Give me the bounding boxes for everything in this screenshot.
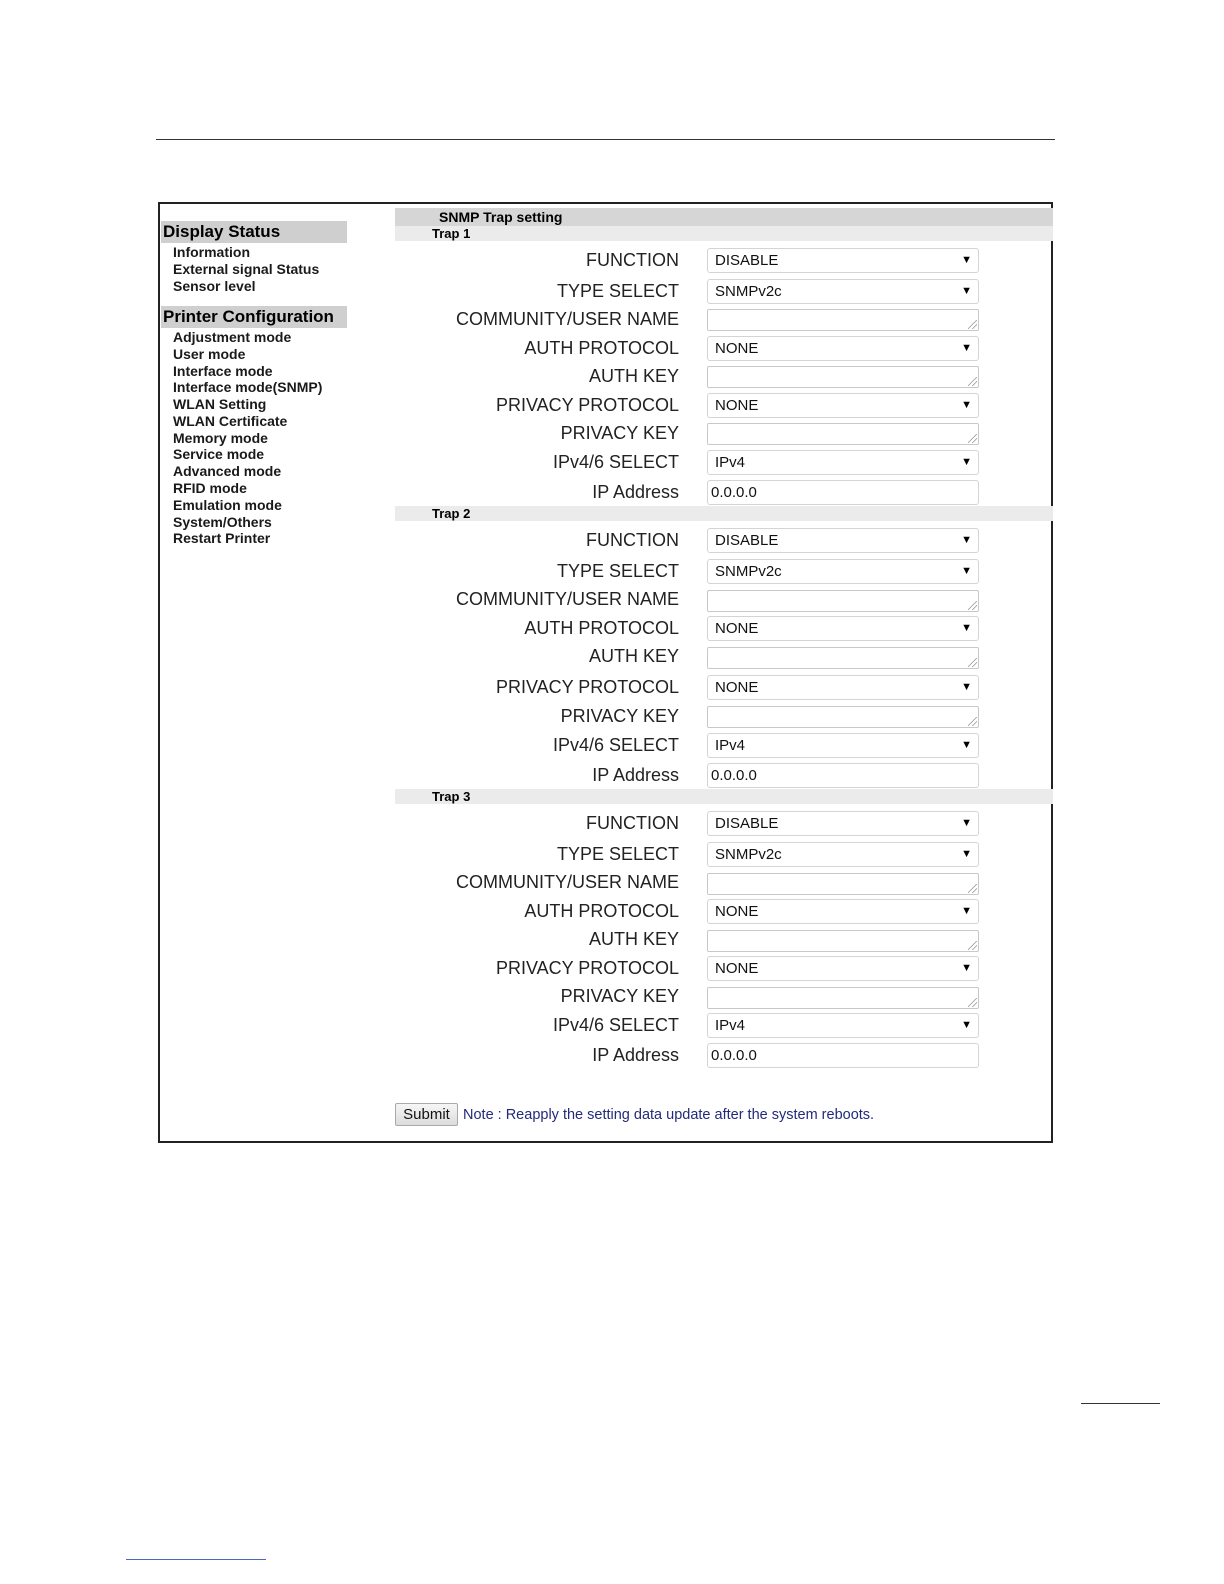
chevron-down-icon: ▼ (961, 681, 972, 693)
sidebar-item-rfid-mode[interactable]: RFID mode (173, 480, 247, 496)
page-number-rule (1081, 1403, 1160, 1404)
trap-2-privacy-protocol-select[interactable] (707, 675, 979, 700)
submit-button[interactable]: Submit (395, 1103, 458, 1126)
trap-1-privacy-key-label: PRIVACY KEY (560, 423, 679, 443)
trap-2-ip-address-input[interactable]: 0.0.0.0 (707, 763, 979, 788)
trap-1-ip-address-input[interactable]: 0.0.0.0 (707, 480, 979, 505)
trap-1-auth-protocol-label: AUTH PROTOCOL (524, 338, 679, 358)
trap-2-header (395, 506, 1053, 521)
trap-3-community-input[interactable] (707, 873, 979, 895)
chevron-down-icon: ▼ (961, 622, 972, 634)
chevron-down-icon: ▼ (961, 534, 972, 546)
chevron-down-icon: ▼ (961, 962, 972, 974)
sidebar-item-information[interactable]: Information (173, 244, 250, 260)
page-top-rule (156, 139, 1055, 140)
chevron-down-icon: ▼ (961, 1019, 972, 1031)
trap-1-auth-key-input[interactable] (707, 366, 979, 388)
chevron-down-icon: ▼ (961, 848, 972, 860)
trap-3-auth-key-input[interactable] (707, 930, 979, 952)
trap-3-ip-address-label: IP Address (592, 1045, 679, 1065)
sidebar-item-interface-mode[interactable]: Interface mode (173, 363, 273, 379)
chevron-down-icon: ▼ (961, 285, 972, 297)
trap-3-privacy-key-label: PRIVACY KEY (560, 986, 679, 1006)
trap-1-function-label: FUNCTION (586, 250, 679, 270)
chevron-down-icon: ▼ (961, 342, 972, 354)
trap-1-header (395, 226, 1053, 241)
trap-2-type-select-label: TYPE SELECT (556, 561, 679, 581)
trap-3-privacy-protocol-value: NONE (715, 960, 759, 977)
trap-2-privacy-key-input[interactable] (707, 706, 979, 728)
trap-2-privacy-protocol-value: NONE (715, 679, 759, 696)
trap-2-privacy-key-label: PRIVACY KEY (560, 706, 679, 726)
trap-1-auth-protocol-value: NONE (715, 340, 759, 357)
chevron-down-icon: ▼ (961, 565, 972, 577)
trap-3-title: Trap 3 (432, 789, 471, 804)
resize-grip-icon[interactable] (968, 320, 977, 329)
trap-2-auth-key-label: AUTH KEY (588, 646, 679, 666)
trap-2-community-label: COMMUNITY/USER NAME (455, 589, 679, 609)
trap-3-community-label: COMMUNITY/USER NAME (455, 872, 679, 892)
trap-2-function-label: FUNCTION (586, 530, 679, 550)
resize-grip-icon[interactable] (968, 601, 977, 610)
trap-3-auth-protocol-value: NONE (715, 903, 759, 920)
trap-2-community-input[interactable] (707, 590, 979, 612)
trap-3-privacy-protocol-label: PRIVACY PROTOCOL (495, 958, 679, 978)
trap-2-type-select[interactable] (707, 559, 979, 584)
chevron-down-icon: ▼ (961, 456, 972, 468)
trap-1-function-select[interactable] (707, 248, 979, 273)
resize-grip-icon[interactable] (968, 717, 977, 726)
resize-grip-icon[interactable] (968, 377, 977, 386)
trap-3-auth-protocol-label: AUTH PROTOCOL (524, 901, 679, 921)
trap-2-title: Trap 2 (432, 506, 471, 521)
trap-2-ip-select-value: IPv4 (715, 737, 746, 754)
resize-grip-icon[interactable] (968, 884, 977, 893)
trap-2-type-select-value: SNMPv2c (715, 563, 782, 580)
trap-3-privacy-protocol-select[interactable] (707, 956, 979, 981)
chevron-down-icon: ▼ (961, 399, 972, 411)
chevron-down-icon: ▼ (961, 739, 972, 751)
trap-3-auth-protocol-select[interactable] (707, 899, 979, 924)
trap-1-ip-select-label: IPv4/6 SELECT (552, 452, 679, 472)
trap-1-privacy-protocol-select[interactable] (707, 393, 979, 418)
trap-1-ip-address-label: IP Address (592, 482, 679, 502)
trap-2-ip-select-label: IPv4/6 SELECT (552, 735, 679, 755)
resize-grip-icon[interactable] (968, 658, 977, 667)
trap-3-ip-address-input[interactable]: 0.0.0.0 (707, 1043, 979, 1068)
sidebar-item-wlan-certificate[interactable]: WLAN Certificate (173, 413, 288, 429)
chevron-down-icon: ▼ (961, 254, 972, 266)
trap-3-ip-select[interactable] (707, 1013, 979, 1038)
trap-1-privacy-protocol-label: PRIVACY PROTOCOL (495, 395, 679, 415)
trap-2-function-value: DISABLE (715, 532, 779, 549)
screenshot-frame (158, 202, 1053, 1143)
chevron-down-icon: ▼ (961, 817, 972, 829)
trap-3-type-select[interactable] (707, 842, 979, 867)
sidebar-item-user-mode[interactable]: User mode (173, 346, 246, 362)
trap-2-function-select[interactable] (707, 528, 979, 553)
sidebar-item-restart-printer[interactable]: Restart Printer (173, 530, 271, 546)
trap-1-auth-key-label: AUTH KEY (588, 366, 679, 386)
trap-3-function-label: FUNCTION (586, 813, 679, 833)
trap-3-function-select[interactable] (707, 811, 979, 836)
sidebar-heading-display-status: Display Status (161, 221, 347, 243)
trap-1-type-select-value: SNMPv2c (715, 283, 782, 300)
sidebar-item-external-signal-status[interactable]: External signal Status (173, 261, 320, 277)
resize-grip-icon[interactable] (968, 434, 977, 443)
trap-1-title: Trap 1 (432, 226, 471, 241)
sidebar-item-system-others[interactable]: System/Others (173, 514, 272, 530)
trap-1-type-select-label: TYPE SELECT (556, 281, 679, 301)
sidebar-item-memory-mode[interactable]: Memory mode (173, 430, 268, 446)
trap-1-ip-select-value: IPv4 (715, 454, 746, 471)
trap-2-ip-select[interactable] (707, 733, 979, 758)
trap-1-privacy-protocol-value: NONE (715, 397, 759, 414)
reboot-note: Note : Reapply the setting data update after the system reboots. (463, 1107, 875, 1123)
sidebar-item-wlan-setting[interactable]: WLAN Setting (173, 396, 267, 412)
trap-3-ip-select-value: IPv4 (715, 1017, 746, 1034)
sidebar-item-interface-mode-snmp[interactable]: Interface mode(SNMP) (173, 379, 323, 395)
resize-grip-icon[interactable] (968, 998, 977, 1007)
trap-2-auth-key-input[interactable] (707, 647, 979, 669)
trap-3-type-select-value: SNMPv2c (715, 846, 782, 863)
trap-3-header (395, 789, 1053, 804)
trap-3-ip-select-label: IPv4/6 SELECT (552, 1015, 679, 1035)
trap-1-auth-protocol-select[interactable] (707, 336, 979, 361)
trap-1-community-label: COMMUNITY/USER NAME (455, 309, 679, 329)
trap-2-auth-protocol-label: AUTH PROTOCOL (524, 618, 679, 638)
trap-1-privacy-key-input[interactable] (707, 423, 979, 445)
trap-3-auth-key-label: AUTH KEY (588, 929, 679, 949)
trap-1-function-value: DISABLE (715, 252, 779, 269)
trap-2-privacy-protocol-label: PRIVACY PROTOCOL (495, 677, 679, 697)
page-title: SNMP Trap setting (439, 209, 563, 225)
trap-1-type-select[interactable] (707, 279, 979, 304)
sidebar-item-sensor-level[interactable]: Sensor level (173, 278, 256, 294)
sidebar-item-emulation-mode[interactable]: Emulation mode (173, 497, 282, 513)
chevron-down-icon: ▼ (961, 905, 972, 917)
trap-2-ip-address-label: IP Address (592, 765, 679, 785)
trap-2-auth-protocol-value: NONE (715, 620, 759, 637)
sidebar-heading-printer-configuration: Printer Configuration (161, 306, 347, 328)
sidebar-item-service-mode[interactable]: Service mode (173, 446, 265, 462)
sidebar-item-advanced-mode[interactable]: Advanced mode (173, 463, 282, 479)
trap-2-auth-protocol-select[interactable] (707, 616, 979, 641)
trap-3-function-value: DISABLE (715, 815, 779, 832)
resize-grip-icon[interactable] (968, 941, 977, 950)
sidebar-item-adjustment-mode[interactable]: Adjustment mode (173, 329, 292, 345)
section-title-bar (395, 208, 1053, 226)
trap-1-ip-select[interactable] (707, 450, 979, 475)
trap-3-type-select-label: TYPE SELECT (556, 844, 679, 864)
footer-link-underline (126, 1559, 266, 1560)
trap-1-community-input[interactable] (707, 309, 979, 331)
trap-3-privacy-key-input[interactable] (707, 987, 979, 1009)
